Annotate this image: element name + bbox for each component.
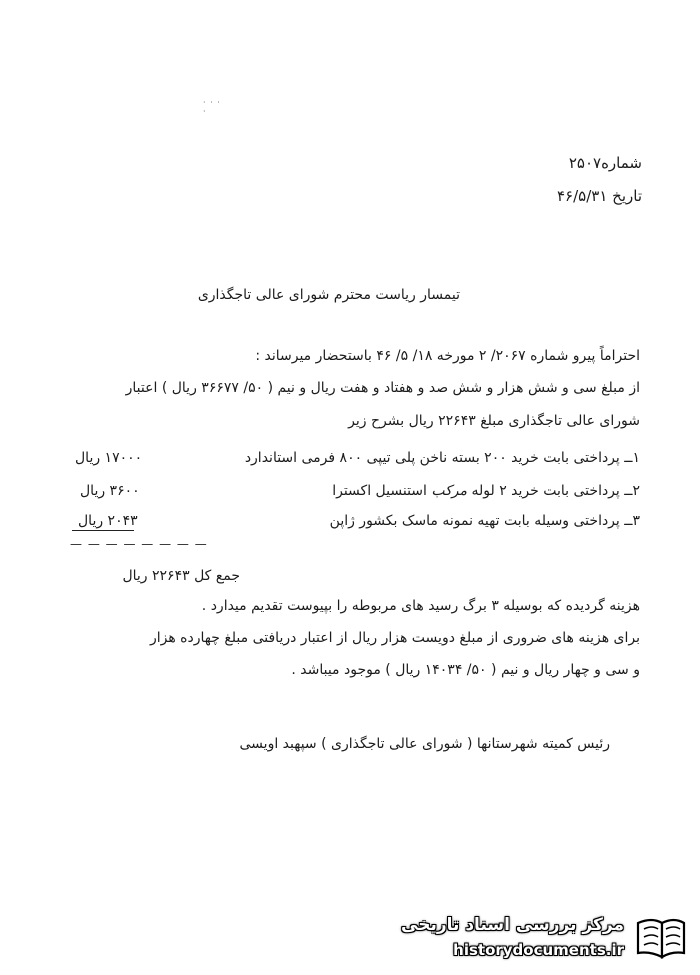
expense-amount-1: ۱۷۰۰۰ ریال (75, 450, 143, 466)
archive-logo-icon (632, 913, 690, 965)
opening-paragraph: احتراماً پیرو شماره ۲۰۶۷/ ۲ مورخه ۱۸/ ۵/ ۴۶ باستحضار میرساند : (255, 348, 640, 364)
expense-item-2 (332, 483, 640, 499)
letter-number: شماره۲۵۰۷ (568, 154, 642, 172)
expense-item-1: ۱ــ پرداختی بابت خرید ۲۰۰ بسته ناخن پلی تیپی ۸۰۰ فرمی استاندارد (244, 450, 640, 466)
expense-item-2-label: ۲ــ پرداختی بابت خرید ۲ لوله (471, 483, 640, 499)
signature-line: رئیس کمیته شهرستانها ( شورای عالی تاجگذاری ) سپهبد اویسی (239, 736, 610, 752)
closing-line-3: و سی و چهار ریال و نیم ( ۵۰/ ۱۴۰۳۴ ریال ) موجود میباشد . (291, 662, 640, 678)
watermark-title: مرکز بررسی اسناد تاریخی (401, 915, 624, 935)
expense-amount-3: ۲۰۴۳ ریال (78, 513, 138, 529)
total-line: جمع کل ۲۲۶۴۳ ریال (122, 568, 240, 584)
body-line-3: شورای عالی تاجگذاری مبلغ ۲۲۶۴۳ ریال بشرح زیر (348, 413, 640, 429)
handwritten-insertion: مرکب (431, 483, 468, 499)
letter-date: تاریخ ۴۶/۵/۳۱ (556, 187, 642, 205)
closing-line-1: هزینه گردیده که بوسیله ۳ برگ رسید های مربوطه را بپیوست تقدیم میدارد . (201, 598, 640, 614)
closing-line-2: برای هزینه های ضروری از مبلغ دویست هزار ریال از اعتبار دریافتی مبلغ چهارده هزار (149, 630, 640, 646)
archive-watermark (401, 913, 690, 965)
addressee: تیمسار ریاست محترم شورای عالی تاجگذاری (197, 287, 460, 303)
expense-amount-2: ۳۶۰۰ ریال (80, 483, 140, 499)
scan-speck: · · · · (203, 98, 221, 116)
body-line-2: از مبلغ سی و شش هزار و شش صد و هفتاد و هفت ریال و نیم ( ۵۰/ ۳۶۶۷۷ ریال ) اعتبار (125, 380, 640, 396)
expense-item-3: ۳ــ پرداختی وسیله بابت تهیه نمونه ماسک بکشور ژاپن (329, 513, 640, 529)
expense-item-2-tail: استنسیل اکسترا (332, 483, 427, 499)
amount-underline (72, 530, 134, 531)
watermark-url: historydocuments.ir (453, 941, 624, 959)
dash-separator: — — — — — — — — (70, 537, 208, 551)
